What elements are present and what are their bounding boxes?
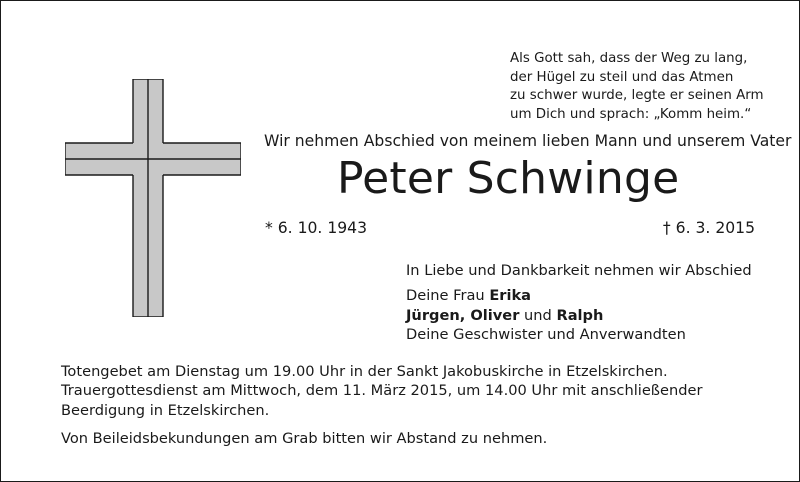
poem-line: um Dich und sprach: „Komm heim.“ — [510, 106, 752, 122]
birth-date: * 6. 10. 1943 — [265, 219, 368, 237]
mourners-block — [406, 261, 752, 345]
children-and: und — [524, 306, 552, 324]
mourner-children — [406, 306, 752, 325]
death-date: † 6. 3. 2015 — [662, 219, 755, 237]
service-line: Trauergottesdienst am Mittwoch, dem 11. März 2015, um 14.00 Uhr mit anschließender — [61, 382, 703, 400]
children-names: Jürgen, Oliver — [406, 306, 520, 324]
poem-line: zu schwer wurde, legte er seinen Arm — [510, 88, 764, 104]
poem-line: der Hügel zu steil und das Atmen — [510, 69, 734, 85]
poem-line: Als Gott sah, dass der Weg zu lang, — [510, 51, 748, 66]
wife-prefix: Deine Frau — [406, 287, 485, 305]
wife-name: Erika — [489, 287, 532, 305]
mourners-heading: In Liebe und Dankbarkeit nehmen wir Abschied — [406, 262, 752, 279]
deceased-name: Peter Schwinge — [337, 153, 680, 204]
children-last-name: Ralph — [556, 306, 604, 324]
mourner-relatives: Deine Geschwister und Anverwandten — [406, 326, 686, 344]
service-line: Totengebet am Dienstag um 19.00 Uhr in der Sankt Jakobuskirche in Etzelskirchen. — [61, 363, 668, 380]
condolence-note: Von Beileidsbekundungen am Grab bitten wir Abstand zu nehmen. — [61, 430, 548, 447]
service-details — [61, 362, 702, 420]
poem — [510, 50, 764, 124]
mourner-wife — [406, 286, 752, 305]
cross-icon — [65, 79, 241, 317]
service-line: Beerdigung in Etzelskirchen. — [61, 401, 270, 419]
intro-text: Wir nehmen Abschied von meinem lieben Mann und unserem Vater — [264, 132, 792, 150]
